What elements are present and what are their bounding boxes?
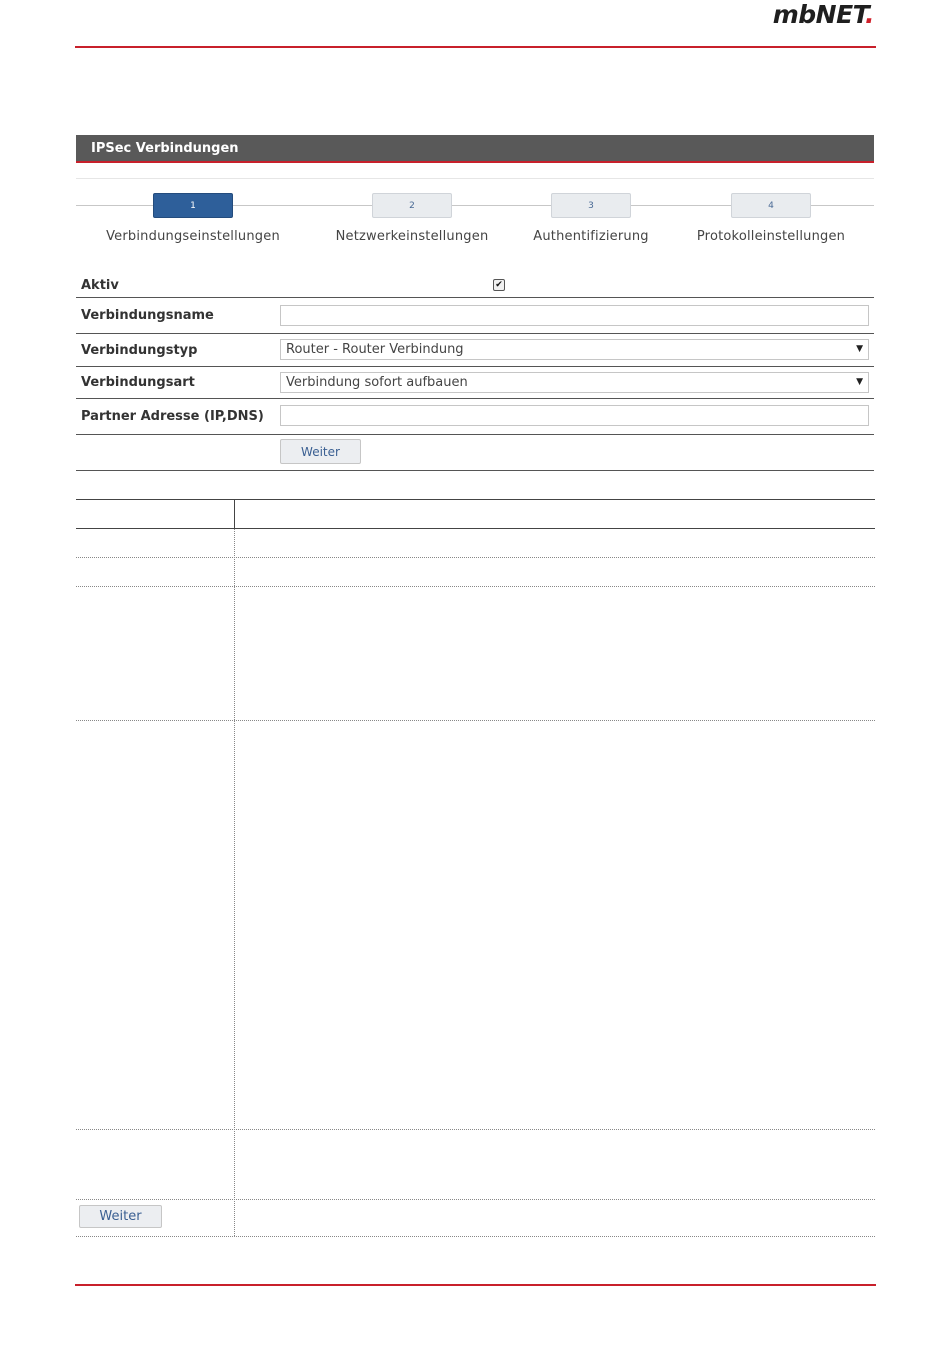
wizard-step-4-label: Protokolleinstellungen bbox=[696, 229, 846, 244]
triangle-down-icon: ▼ bbox=[856, 377, 863, 387]
wizard-step-4[interactable]: 4 bbox=[731, 193, 811, 218]
partner-label: Partner Adresse (IP,DNS) bbox=[81, 409, 264, 424]
form-row-actions bbox=[76, 435, 874, 471]
wizard-step-2[interactable]: 2 bbox=[372, 193, 452, 218]
table-row-divider bbox=[76, 1199, 875, 1200]
form-row-aktiv bbox=[76, 270, 874, 298]
partner-address-input[interactable] bbox=[280, 405, 869, 426]
form-row-verbindungsart bbox=[76, 367, 874, 399]
form-row-verbindungsname bbox=[76, 298, 874, 334]
verbindungsart-select[interactable] bbox=[280, 372, 869, 393]
wizard-step-1-label: Verbindungseinstellungen bbox=[106, 229, 280, 244]
table-row-divider bbox=[76, 1129, 875, 1130]
verbindungsart-label: Verbindungsart bbox=[81, 375, 195, 390]
table-header-border bbox=[76, 528, 875, 529]
form-row-verbindungstyp bbox=[76, 334, 874, 367]
table-row-divider bbox=[76, 586, 875, 587]
table-top-border bbox=[76, 499, 875, 500]
panel-subdivider bbox=[76, 178, 874, 179]
verbindungstyp-select[interactable] bbox=[280, 339, 869, 360]
table-weiter-button[interactable]: Weiter bbox=[79, 1205, 162, 1228]
verbindungstyp-value: Router - Router Verbindung bbox=[286, 342, 464, 357]
footer-divider bbox=[75, 1284, 876, 1286]
table-bottom-border bbox=[76, 1236, 875, 1237]
wizard-step-3-label: Authentifizierung bbox=[533, 229, 649, 244]
table-row-divider bbox=[76, 720, 875, 721]
header-divider bbox=[75, 46, 876, 48]
wizard-step-2-label: Netzwerkeinstellungen bbox=[335, 229, 489, 244]
verbindungsname-input[interactable] bbox=[280, 305, 869, 326]
wizard-step-1[interactable]: 1 bbox=[153, 193, 233, 218]
aktiv-label: Aktiv bbox=[81, 278, 119, 293]
panel-title: IPSec Verbindungen bbox=[91, 141, 239, 156]
table-row-divider bbox=[76, 557, 875, 558]
form-row-partner bbox=[76, 399, 874, 435]
verbindungstyp-label: Verbindungstyp bbox=[81, 343, 198, 358]
wizard-step-3[interactable]: 3 bbox=[551, 193, 631, 218]
aktiv-checkbox[interactable] bbox=[493, 279, 505, 291]
panel-header bbox=[76, 135, 874, 163]
weiter-button[interactable]: Weiter bbox=[280, 439, 361, 464]
verbindungsname-label: Verbindungsname bbox=[81, 308, 214, 323]
table-column-divider bbox=[234, 500, 235, 529]
triangle-down-icon: ▼ bbox=[856, 344, 863, 354]
mbnet-logo: mbNET. bbox=[772, 0, 874, 29]
table-column-divider bbox=[234, 529, 235, 1236]
check-icon: ✔ bbox=[495, 280, 503, 290]
verbindungsart-value: Verbindung sofort aufbauen bbox=[286, 375, 468, 390]
